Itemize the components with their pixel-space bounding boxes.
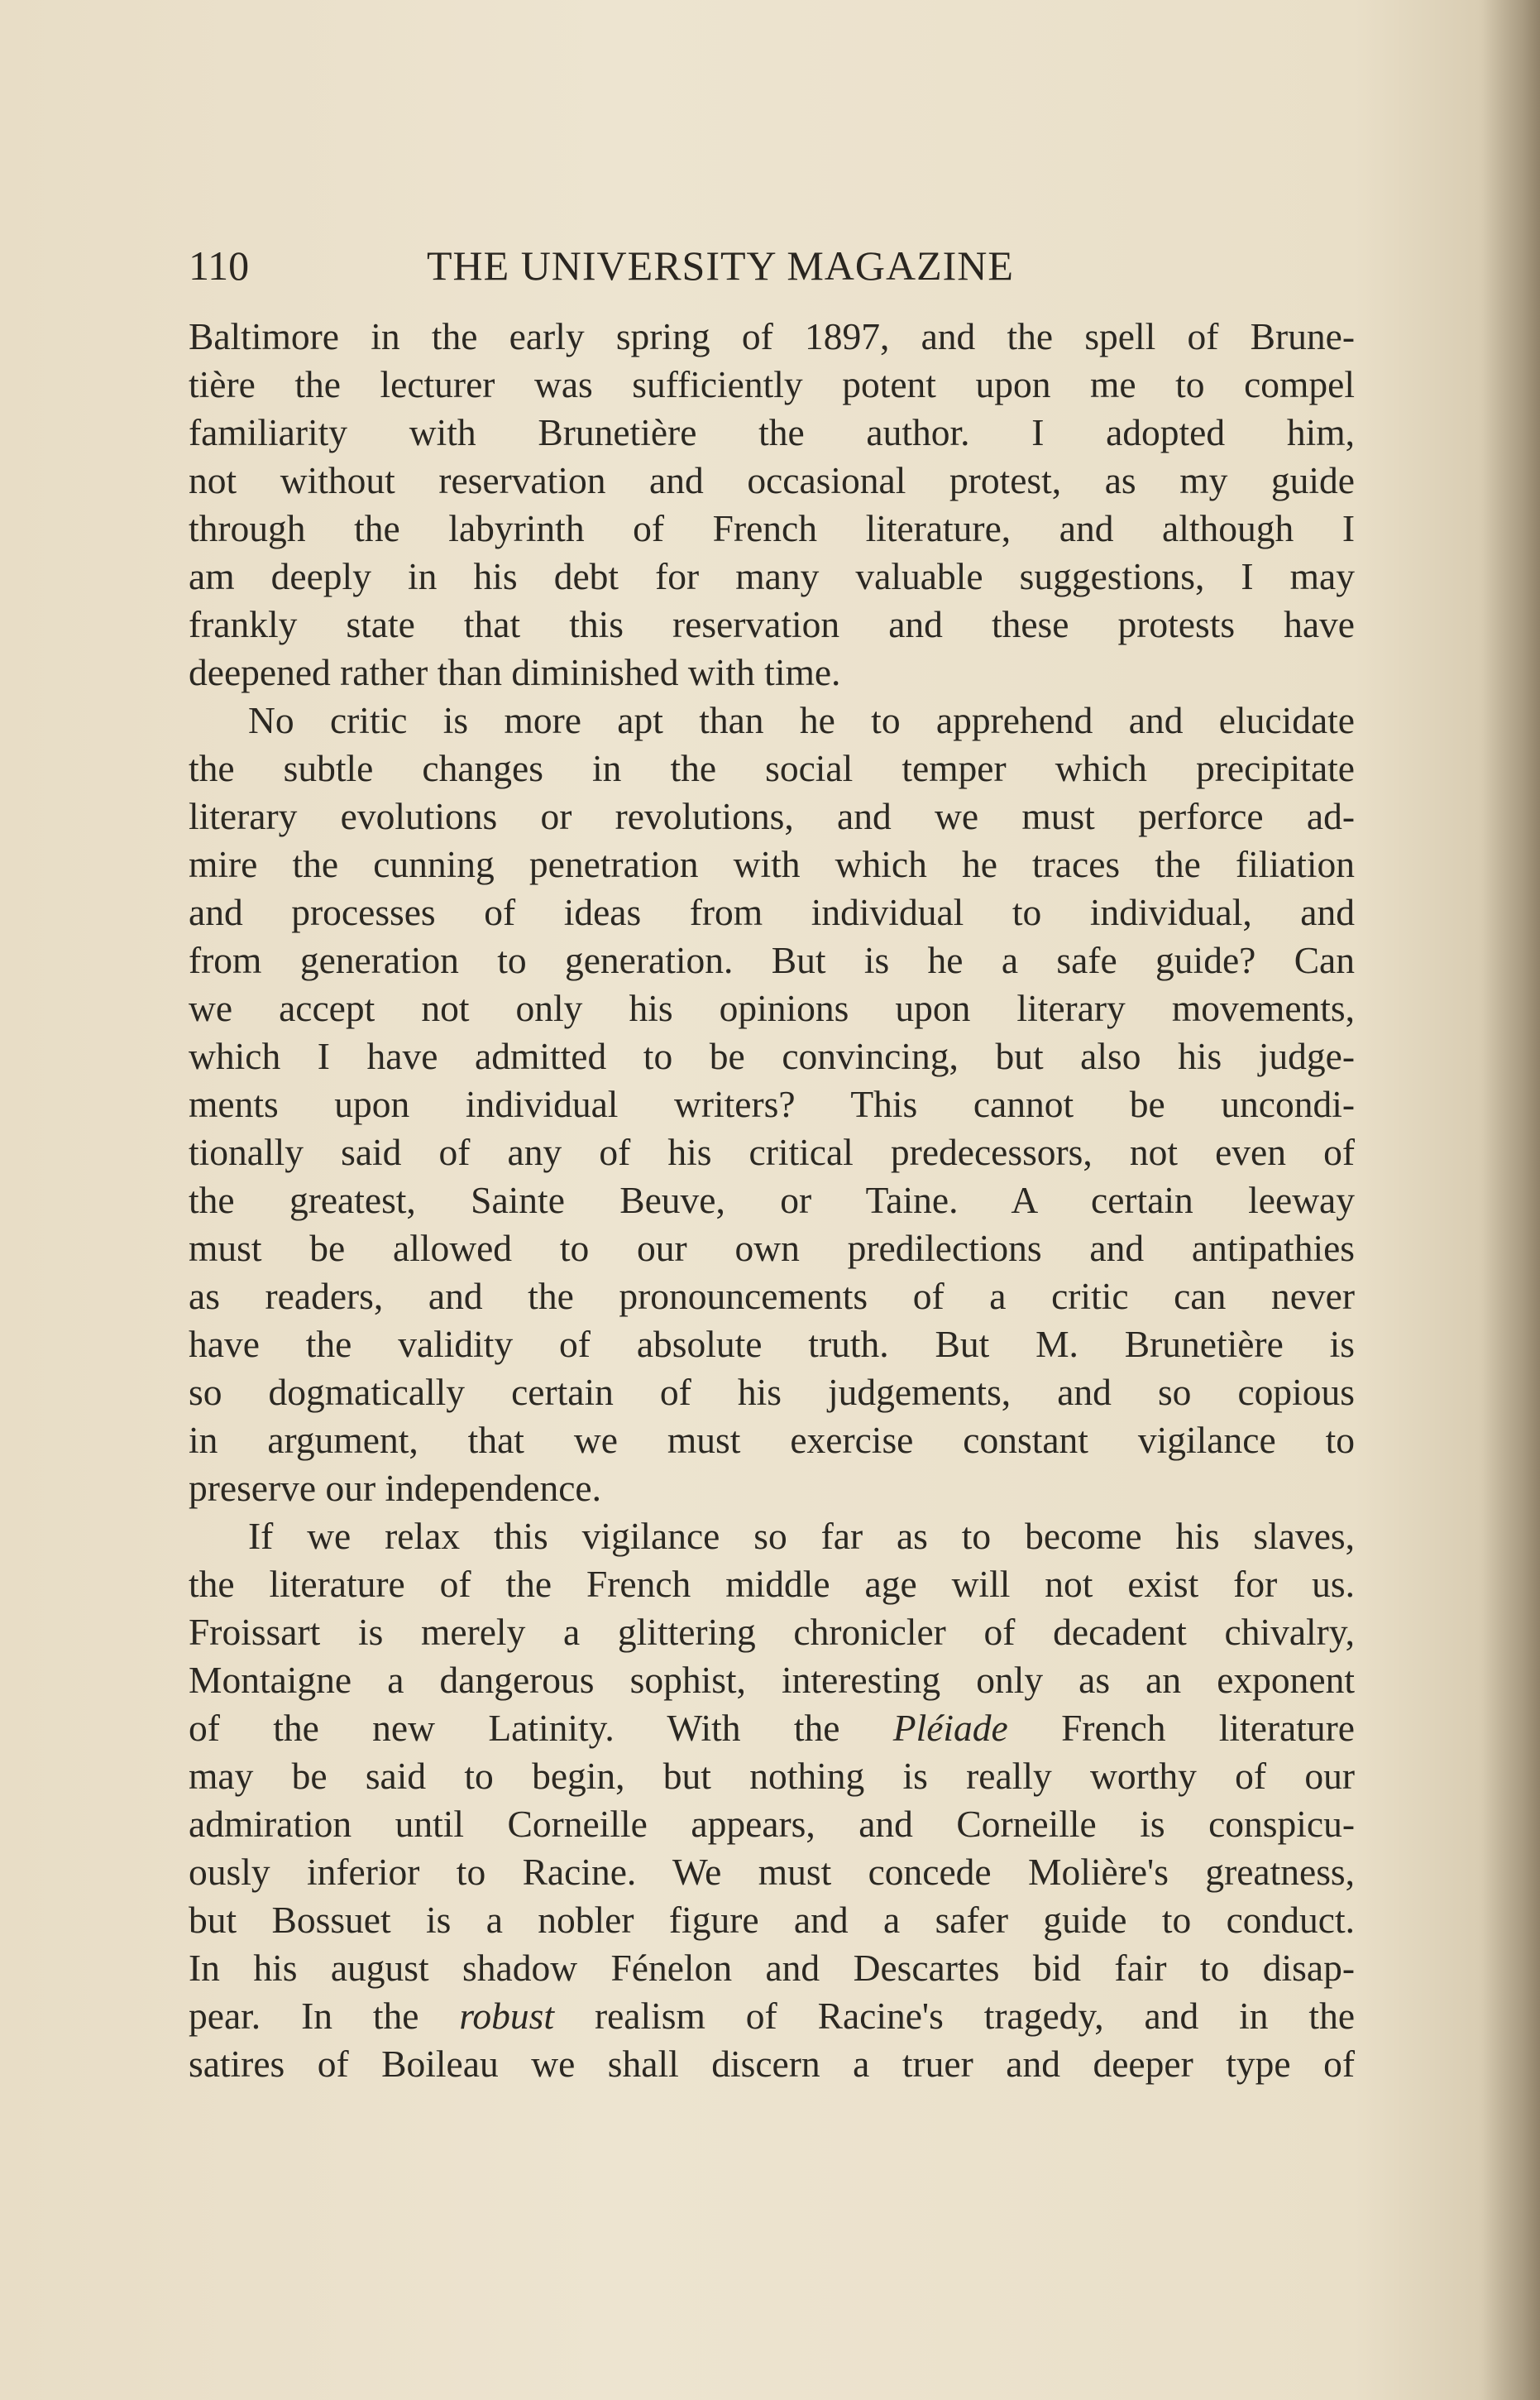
text-line: through the labyrinth of French literature, and although I: [189, 507, 1355, 549]
text-line: admiration until Corneille appears, and Corneille is conspicu-: [189, 1803, 1355, 1845]
text-run: French literature: [1061, 1707, 1355, 1749]
text-line: preserve our independence.: [189, 1467, 601, 1509]
book-spine-shadow: [1482, 0, 1540, 2400]
text-line: In his august shadow Fénelon and Descartes bid fair to disap-: [189, 1947, 1355, 1989]
text-line: not without reservation and occasional protest, as my guide: [189, 459, 1355, 501]
paragraph: [189, 697, 1355, 1512]
text-line: have the validity of absolute truth. But M. Brunetière is: [189, 1323, 1355, 1365]
text-run: pear. In the: [189, 1995, 419, 2037]
text-line: tionally said of any of his critical predecessors, not even of: [189, 1131, 1355, 1173]
text-line: No critic is more apt than he to apprehend and elucidate: [248, 699, 1355, 741]
text-line-with-italic: [189, 1992, 1355, 2040]
text-line: deepened rather than diminished with time.: [189, 651, 841, 693]
text-line: satires of Boileau we shall discern a truer and deeper type of: [189, 2043, 1355, 2085]
text-line: which I have admitted to be convincing, but also his judge-: [189, 1035, 1355, 1077]
text-line: must be allowed to our own predilections and antipathies: [189, 1227, 1355, 1269]
text-line: If we relax this vigilance so far as to become his slaves,: [248, 1515, 1355, 1557]
text-run: With the: [667, 1707, 840, 1749]
text-line: so dogmatically certain of his judgements, and so copious: [189, 1371, 1355, 1413]
text-line-with-italic: [189, 1704, 1355, 1752]
text-run: of the new Latinity.: [189, 1707, 615, 1749]
text-line: may be said to begin, but nothing is really worthy of our: [189, 1755, 1355, 1797]
text-line: the greatest, Sainte Beuve, or Taine. A certain leeway: [189, 1179, 1355, 1221]
text-line: as readers, and the pronouncements of a critic can never: [189, 1275, 1355, 1317]
text-line: Baltimore in the early spring of 1897, and the spell of Brune-: [189, 315, 1355, 357]
body-text: [189, 313, 1355, 2088]
text-line: ously inferior to Racine. We must concede Molière's greatness,: [189, 1851, 1355, 1893]
italic-term: robust: [459, 1995, 555, 2037]
text-line: Montaigne a dangerous sophist, interesting only as an exponent: [189, 1659, 1355, 1701]
text-line: the subtle changes in the social temper which precipitate: [189, 747, 1355, 789]
running-header: [189, 237, 1057, 295]
text-line: we accept not only his opinions upon literary movements,: [189, 987, 1355, 1029]
text-line: literary evolutions or revolutions, and we must perforce ad-: [189, 795, 1355, 837]
text-line: and processes of ideas from individual to individual, and: [189, 891, 1355, 933]
text-line: ments upon individual writers? This cannot be uncondi-: [189, 1083, 1355, 1125]
text-line: but Bossuet is a nobler figure and a safer guide to conduct.: [189, 1899, 1355, 1941]
text-line: familiarity with Brunetière the author. I adopted him,: [189, 411, 1355, 453]
text-line: am deeply in his debt for many valuable suggestions, I may: [189, 555, 1355, 597]
text-line: the literature of the French middle age will not exist for us.: [189, 1563, 1355, 1605]
text-line: in argument, that we must exercise constant vigilance to: [189, 1419, 1355, 1461]
italic-term: Pléiade: [892, 1707, 1008, 1749]
paragraph: [189, 1512, 1355, 2088]
text-line: Froissart is merely a glittering chronicler of decadent chivalry,: [189, 1611, 1355, 1653]
text-line: from generation to generation. But is he a safe guide? Can: [189, 939, 1355, 981]
text-run: realism of Racine's tragedy, and in the: [594, 1995, 1356, 2037]
text-line: tière the lecturer was sufficiently potent upon me to compel: [189, 363, 1355, 405]
paragraph: [189, 313, 1355, 697]
text-line: frankly state that this reservation and these protests have: [189, 603, 1355, 645]
running-title: THE UNIVERSITY MAGAZINE: [427, 242, 1014, 289]
text-line: mire the cunning penetration with which he traces the filiation: [189, 843, 1355, 885]
page-number: 110: [189, 242, 250, 289]
